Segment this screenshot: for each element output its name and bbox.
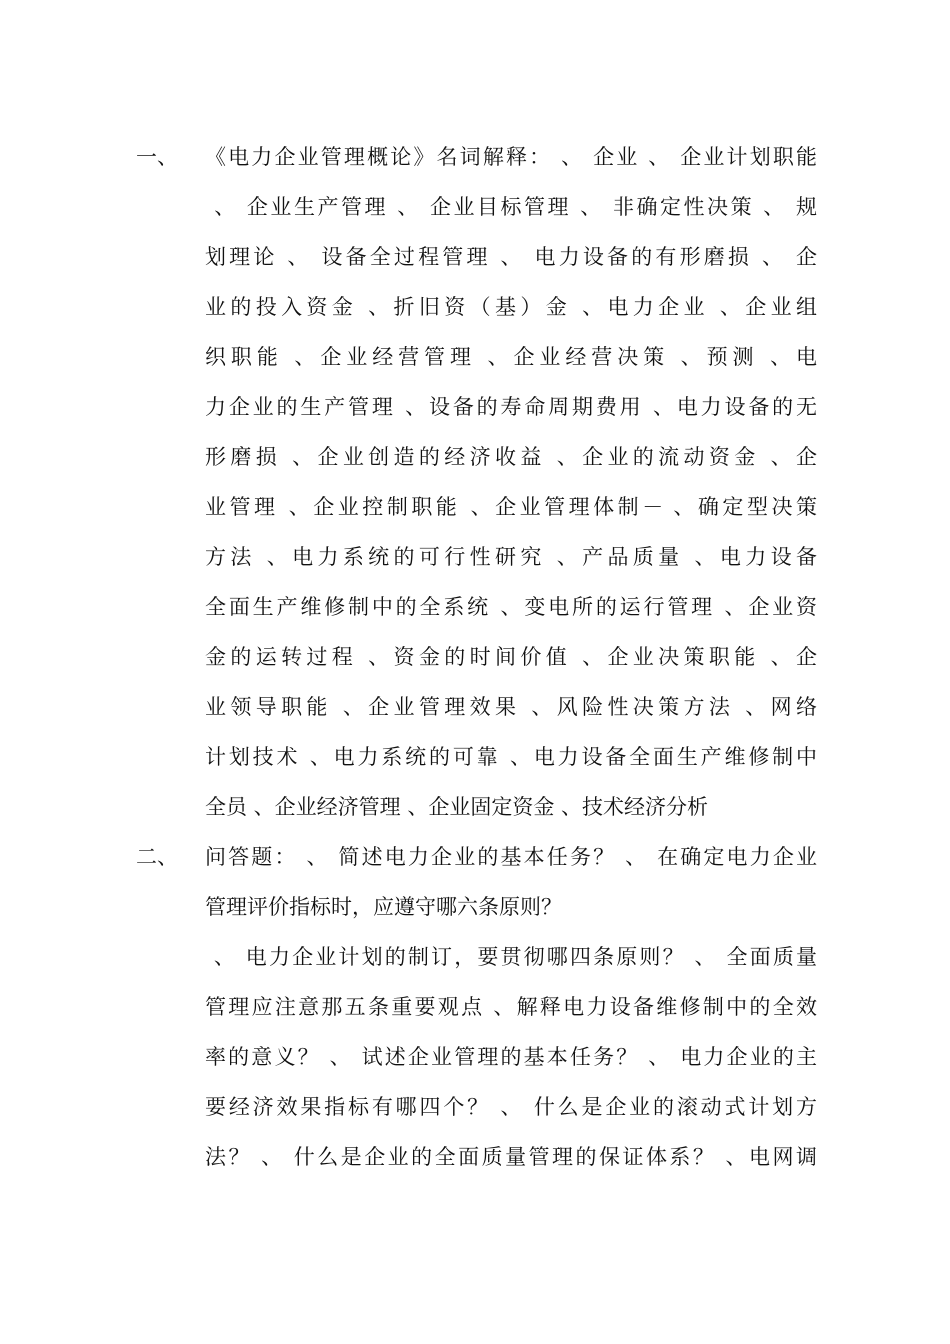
section-2-line-7: 法？ 、 什么是企业的全面质量管理的保证体系？ 、电网调: [205, 1145, 817, 1169]
section-1-line-8: 业管理 、企业控制职能 、企业管理体制－ 、确定型决策: [205, 495, 817, 519]
section-2-line-5: 率的意义？ 、 试述企业管理的基本任务？ 、 电力企业的主: [205, 1045, 817, 1069]
section-2-number: 二、: [136, 845, 178, 869]
section-1-line-2: 、 企业生产管理 、 企业目标管理 、 非确定性决策 、 规: [205, 195, 817, 219]
section-1-line-1: 《电力企业管理概论》名词解释： 、 企业 、 企业计划职能: [205, 145, 817, 169]
section-1-line-3: 划理论 、 设备全过程管理 、 电力设备的有形磨损 、 企: [205, 245, 817, 269]
section-1-line-11: 金的运转过程 、资金的时间价值 、企业决策职能 、企: [205, 645, 817, 669]
section-2-line-6: 要经济效果指标有哪四个？ 、 什么是企业的滚动式计划方: [205, 1095, 817, 1119]
section-1-line-10: 全面生产维修制中的全系统 、变电所的运行管理 、企业资: [205, 595, 817, 619]
section-1-line-5: 织职能 、企业经营管理 、企业经营决策 、预测 、电: [205, 345, 817, 369]
section-1-line-4: 业的投入资金 、折旧资（基）金 、电力企业 、企业组: [205, 295, 817, 319]
section-1-line-13: 计划技术 、电力系统的可靠 、电力设备全面生产维修制中: [205, 745, 817, 769]
section-2-line-3: 、 电力企业计划的制订，要贯彻哪四条原则？ 、 全面质量: [205, 945, 817, 969]
section-2-line-2: 管理评价指标时，应遵守哪六条原则？: [205, 895, 562, 919]
section-1-line-7: 形磨损 、企业创造的经济收益 、企业的流动资金 、企: [205, 445, 817, 469]
section-1-line-14: 全员 、企业经济管理 、企业固定资金 、技术经济分析: [205, 795, 709, 819]
section-1-number: 一、: [136, 145, 178, 169]
section-1-line-12: 业领导职能 、企业管理效果 、风险性决策方法 、网络: [205, 695, 817, 719]
section-1-line-6: 力企业的生产管理 、设备的寿命周期费用 、电力设备的无: [205, 395, 817, 419]
section-1-line-9: 方法 、电力系统的可行性研究 、产品质量 、电力设备: [205, 545, 817, 569]
section-2-line-1: 问答题： 、 简述电力企业的基本任务？ 、 在确定电力企业: [205, 845, 817, 869]
section-2-line-4: 管理应注意那五条重要观点 、解释电力设备维修制中的全效: [205, 995, 817, 1019]
